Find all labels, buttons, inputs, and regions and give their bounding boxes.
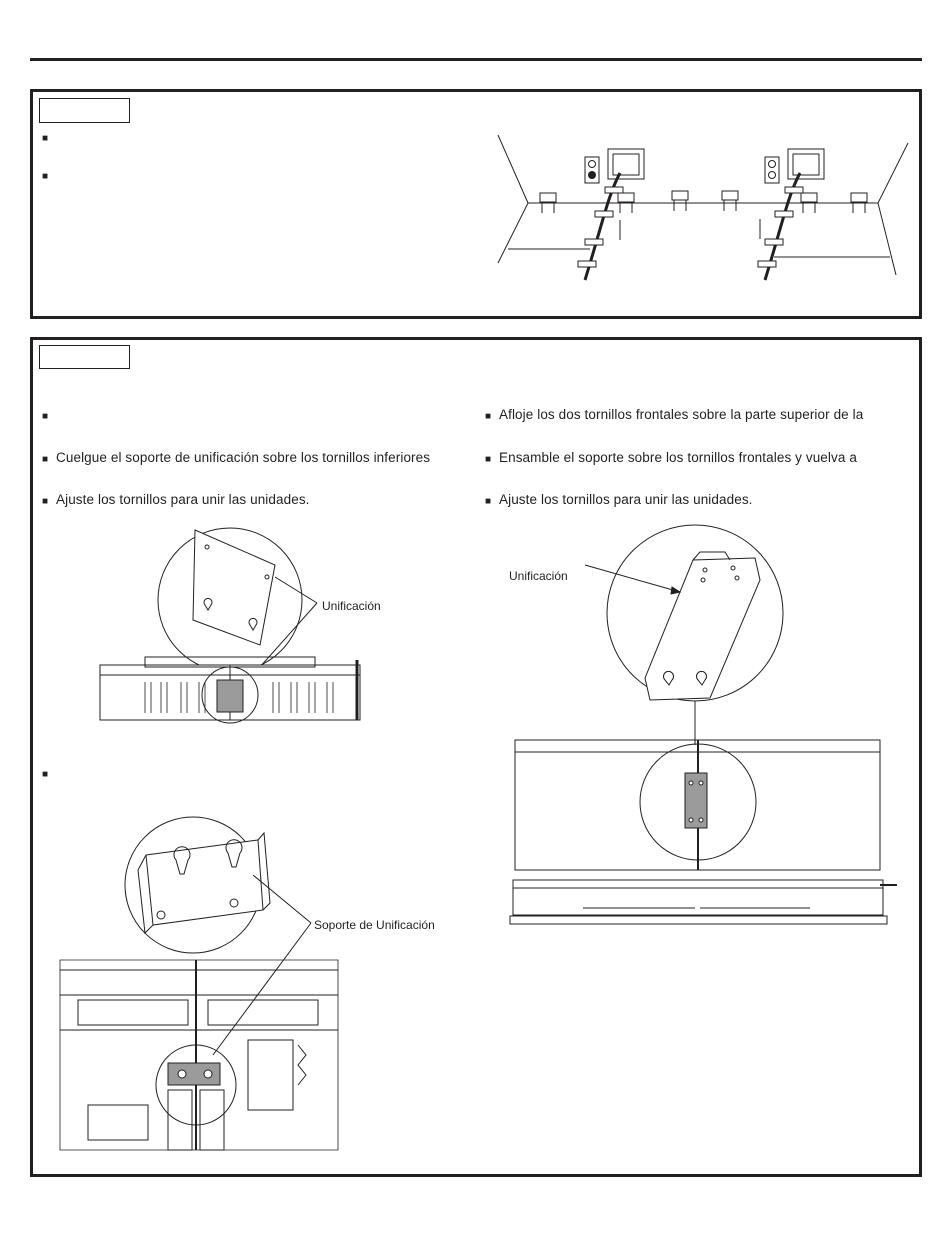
step2-right-bullet-1: Afloje los dos tornillos frontales sobre la parte superior de la — [499, 407, 864, 422]
step2-left-bullet-4-glyph: ■ — [42, 769, 49, 780]
step1-bullet-2-glyph: ■ — [42, 171, 49, 182]
step2-right-bullet-2: Ensamble el soporte sobre los tornillos frontales y vuelva a — [499, 450, 857, 465]
label-soporte-unificacion: Soporte de Unificación — [314, 918, 435, 932]
label-unificacion-right: Unificación — [509, 569, 568, 583]
step2-right-bullet-3: Ajuste los tornillos para unir las unidades. — [499, 492, 753, 507]
cord-routing-diagram — [490, 135, 915, 285]
unification-plate-diagram — [95, 525, 365, 735]
top-plate-diagram — [505, 530, 897, 930]
step1-tag — [39, 98, 130, 123]
label-unificacion-left: Unificación — [322, 599, 381, 613]
step2-left-bullet-1-glyph: ■ — [42, 411, 49, 422]
step2-left-bullet-3-glyph: ■ — [42, 496, 49, 507]
step2-right-bullet-3-glyph: ■ — [485, 496, 492, 507]
top-rule — [30, 58, 922, 61]
step2-left-bullet-3: Ajuste los tornillos para unir las unidades. — [56, 492, 310, 507]
step1-bullet-1-glyph: ■ — [42, 133, 49, 144]
step2-left-bullet-2: Cuelgue el soporte de unificación sobre los tornillos inferiores — [56, 450, 431, 465]
step2-tag — [39, 345, 130, 369]
step2-right-bullet-2-glyph: ■ — [485, 454, 492, 465]
step2-left-bullet-2-glyph: ■ — [42, 454, 49, 465]
step2-right-bullet-1-glyph: ■ — [485, 411, 492, 422]
unification-bracket-diagram — [58, 815, 338, 1155]
